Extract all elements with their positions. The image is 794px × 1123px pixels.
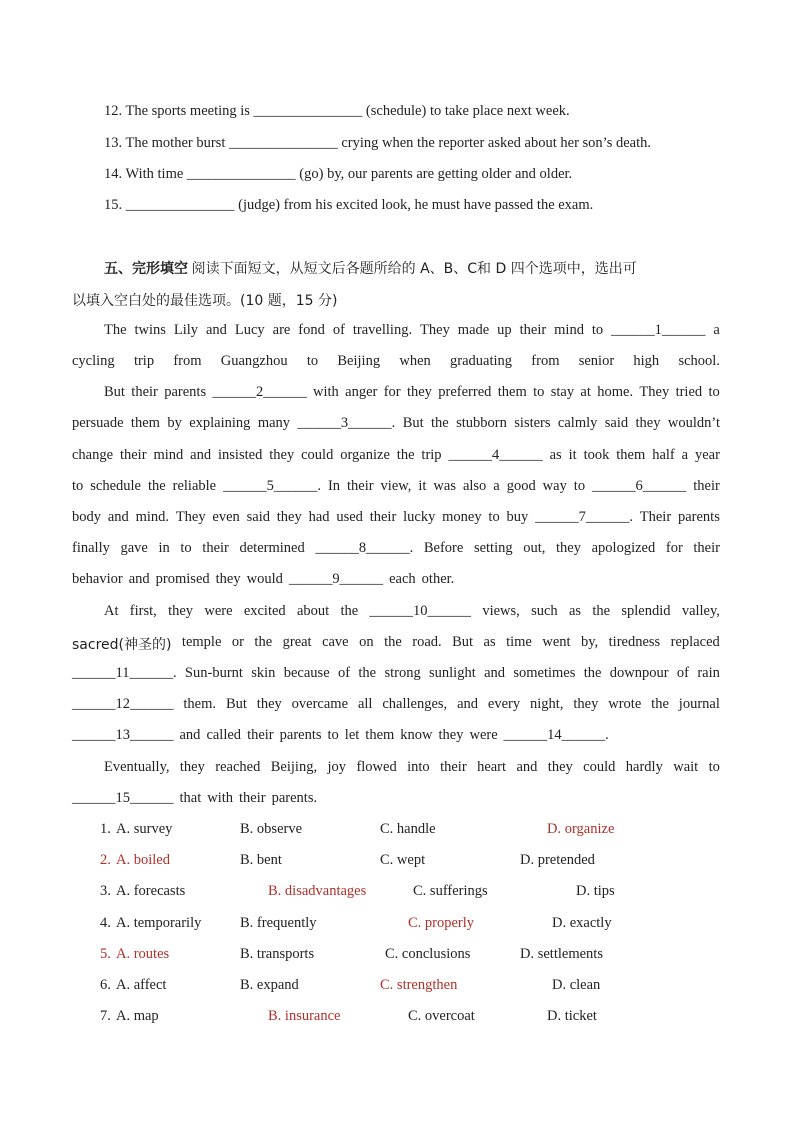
section-instruction-cont: 以填入空白处的最佳选项。(10 题，15 分): [72, 293, 338, 309]
passage-line: But their parents ______2______ with anger for they preferred them to stay at home. They tried to: [104, 384, 720, 400]
section-heading: [104, 258, 637, 278]
passage-line: change their mind and insisted they could organize the trip ______4______ as it took them half a year: [72, 447, 720, 463]
option-number: 6.: [100, 977, 111, 993]
option-c: C. wept: [380, 852, 426, 868]
passage-line: Eventually, they reached Beijing, joy flowed into their heart and they could hardly wait to: [104, 759, 720, 775]
option-number: 1.: [100, 821, 111, 837]
option-c: C. overcoat: [408, 1008, 475, 1024]
fill-question-14: 14. With time _______________ (go) by, our parents are getting older and older.: [104, 166, 573, 182]
option-d: D. exactly: [552, 915, 612, 931]
option-d: D. ticket: [547, 1008, 597, 1024]
passage-line: finally gave in to their determined ______8______. Before setting out, they apologized for their: [72, 540, 720, 556]
option-d: D. tips: [576, 883, 615, 899]
option-c: C. properly: [408, 915, 475, 931]
fill-question-12: 12. The sports meeting is _______________ (schedule) to take place next week.: [104, 103, 570, 119]
option-b: B. insurance: [268, 1008, 341, 1024]
passage-line: ______15______ that with their parents.: [72, 790, 318, 806]
section-instruction: 阅读下面短文，从短文后各题所给的 A、B、C和 D 四个选项中，选出可: [191, 261, 637, 277]
option-b: B. bent: [240, 852, 282, 868]
option-a: A. routes: [116, 946, 170, 962]
passage-line: ______11______. Sun-burnt skin because of the strong sunlight and sometimes the downpour of rain: [72, 665, 720, 681]
option-d: D. clean: [552, 977, 601, 993]
option-d: D. pretended: [520, 852, 595, 868]
option-b: B. expand: [240, 977, 299, 993]
option-b: B. transports: [240, 946, 315, 962]
option-number: 7.: [100, 1008, 111, 1024]
passage-line: body and mind. They even said they had used their lucky money to buy ______7______. Their parents: [72, 509, 720, 525]
passage-line: At first, they were excited about the ______10______ views, such as the splendid valley,: [104, 603, 720, 619]
fill-question-15: 15. _______________ (judge) from his excited look, he must have passed the exam.: [104, 197, 594, 213]
option-a: A. temporarily: [116, 915, 202, 931]
section-title: 五、完形填空: [104, 261, 188, 277]
option-c: C. sufferings: [413, 883, 488, 899]
option-b: B. disadvantages: [268, 883, 367, 899]
passage-line: cycling trip from Guangzhou to Beijing when graduating from senior high school.: [72, 353, 720, 369]
option-a: A. survey: [116, 821, 173, 837]
passage-line: ______12______ them. But they overcame all challenges, and every night, they wrote the journal: [72, 696, 720, 712]
option-a: A. forecasts: [116, 883, 186, 899]
option-c: C. handle: [380, 821, 436, 837]
passage-line: to schedule the reliable ______5______. In their view, it was also a good way to ______6______ their: [72, 478, 720, 494]
passage-line: persuade them by explaining many ______3______. But the stubborn sisters calmly said they wouldn’t: [72, 415, 720, 431]
option-a: A. affect: [116, 977, 167, 993]
passage-line: behavior and promised they would ______9______ each other.: [72, 571, 455, 587]
passage-line: ______13______ and called their parents to let them know they were ______14______.: [72, 727, 609, 743]
option-number: 3.: [100, 883, 111, 899]
option-d: D. organize: [547, 821, 615, 837]
option-c: C. conclusions: [385, 946, 471, 962]
option-d: D. settlements: [520, 946, 603, 962]
option-b: B. observe: [240, 821, 303, 837]
passage-line: sacred(神圣的) temple or the great cave on the road. But as time went by, tiredness replaced: [72, 634, 720, 653]
option-number: 4.: [100, 915, 111, 931]
option-a: A. map: [116, 1008, 159, 1024]
option-number: 2.: [100, 852, 111, 868]
fill-question-13: 13. The mother burst _______________ crying when the reporter asked about her son’s death.: [104, 135, 651, 151]
option-a: A. boiled: [116, 852, 170, 868]
option-number: 5.: [100, 946, 111, 962]
option-c: C. strengthen: [380, 977, 458, 993]
passage-line: The twins Lily and Lucy are fond of travelling. They made up their mind to ______1______ a: [104, 322, 720, 338]
option-b: B. frequently: [240, 915, 317, 931]
